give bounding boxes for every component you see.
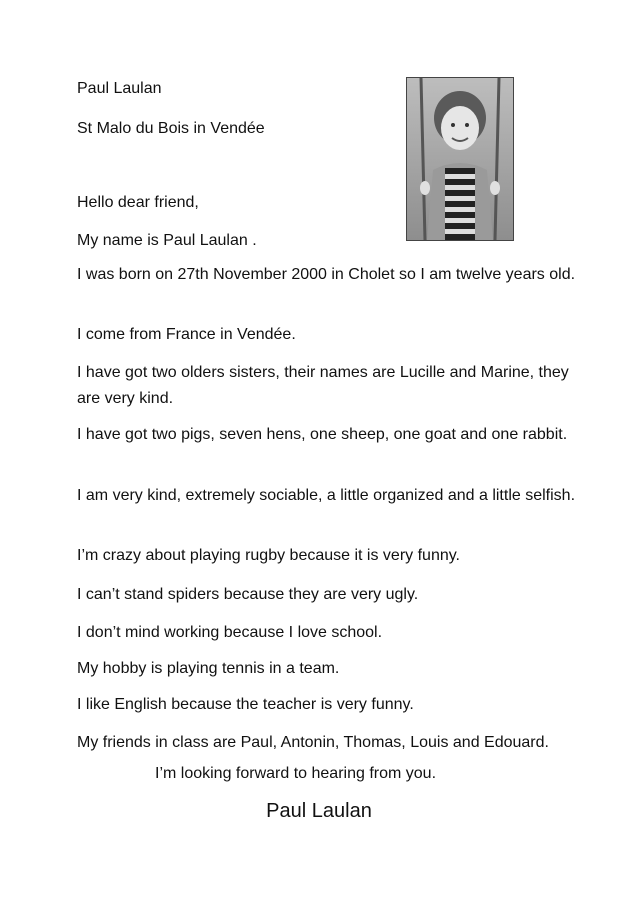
letter-greeting: Hello dear friend, [77,194,199,211]
letter-paragraph: My friends in class are Paul, Antonin, Thomas, Louis and Edouard. [77,734,549,751]
letter-paragraph: I can’t stand spiders because they are very ugly. [77,586,419,603]
sender-name: Paul Laulan [77,80,162,97]
letter-paragraph: I like English because the teacher is very funny. [77,696,414,713]
letter-paragraph: I come from France in Vendée. [77,326,296,343]
letter-paragraph: I’m crazy about playing rugby because it is very funny. [77,547,460,564]
letter-paragraph: I have got two pigs, seven hens, one sheep, one goat and one rabbit. [77,426,568,443]
letter-paragraph: My hobby is playing tennis in a team. [77,660,340,677]
letter-paragraph: My name is Paul Laulan . [77,232,257,249]
boy-on-swing-photo [406,77,514,241]
letter-closing: I’m looking forward to hearing from you. [155,765,437,782]
letter-paragraph: I was born on 27th November 2000 in Cholet so I am twelve years old. [77,266,576,283]
letter-paragraph: I have got two olders sisters, their names are Lucille and Marine, they are very kind. [77,364,569,407]
letter-paragraph: I am very kind, extremely sociable, a little organized and a little selfish. [77,487,576,504]
letter-paragraph: I don’t mind working because I love school. [77,624,383,641]
sender-location: St Malo du Bois in Vendée [77,120,265,137]
letter-signature: Paul Laulan [266,800,372,822]
